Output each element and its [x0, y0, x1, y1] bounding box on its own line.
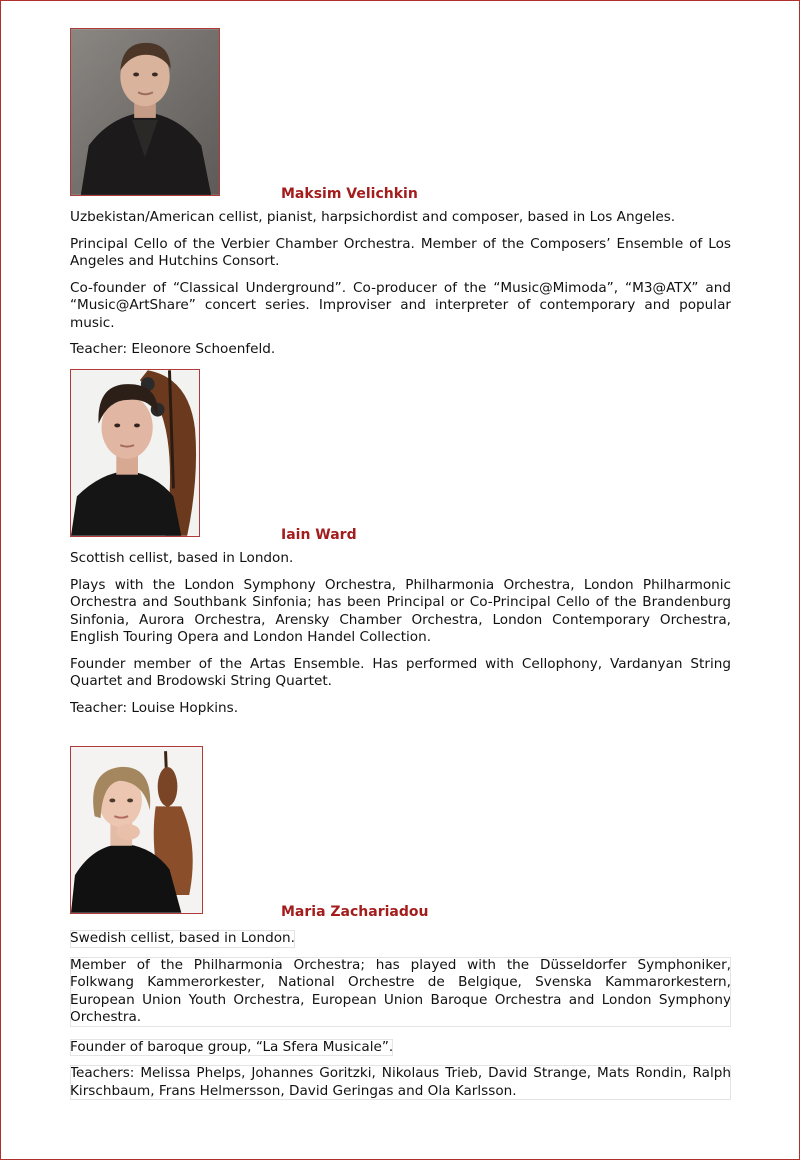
bio-paragraph: Principal Cello of the Verbier Chamber Orchestra. Member of the Composers’ Ensemble of Los Angeles and Hutchins Consort. [70, 235, 731, 269]
bio-paragraph: Founder member of the Artas Ensemble. Has performed with Cellophony, Vardanyan String Quartet and Brodowski String Quartet. [70, 655, 731, 689]
biography [70, 209, 731, 359]
profile-header [70, 28, 731, 202]
performer-name: Iain Ward [281, 527, 357, 543]
portrait-photo [70, 746, 203, 914]
profile-iain-ward [70, 369, 731, 726]
bio-paragraph: Co-founder of “Classical Underground”. Co-producer of the “Music@Mimoda”, “M3@ATX” and “Music@ArtShare” concert series. Improviser and interpreter of contemporary and popular music. [70, 279, 731, 331]
profile-maksim-velichkin [70, 28, 731, 368]
profile-header [70, 746, 731, 920]
portrait-photo [70, 28, 220, 196]
profile-maria-zachariadou [70, 746, 731, 1109]
profile-header [70, 369, 731, 543]
biography [70, 550, 731, 717]
bio-paragraph: Teacher: Louise Hopkins. [70, 699, 239, 716]
bio-paragraph: Scottish cellist, based in London. [70, 550, 294, 566]
bio-paragraph: Plays with the London Symphony Orchestra, Philharmonia Orchestra, London Philharmonic Orchestra and Southbank Sinfonia; has been Principal or Co-Principal Cello of the Brandenburg Sinfonia, Aurora Orchestra, Arensky Chamber Orchestra, London Contemporary Orchestra, English Touring Opera and London Handel Collection. [70, 576, 731, 645]
bio-paragraph: Teachers: Melissa Phelps, Johannes Goritzki, Nikolaus Trieb, David Strange, Mats Rondin, Ralph Kirschbaum, Frans Helmersson, David Geringas and Ola Karlsson. [70, 1065, 731, 1099]
bio-paragraph: Uzbekistan/American cellist, pianist, harpsichordist and composer, based in Los Angeles. [70, 209, 676, 225]
portrait-woman-with-cello-icon [71, 747, 202, 913]
portrait-man-dark-jacket-icon [71, 29, 219, 195]
bio-paragraph: Teacher: Eleonore Schoenfeld. [70, 341, 276, 357]
bio-paragraph: Member of the Philharmonia Orchestra; has played with the Düsseldorfer Symphoniker, Folkwang Kammerorkester, National Orchestre de Belgique, Svenska Kammarorkestern, European Union Youth Orchestra, European Union Baroque Orchestra and London Symphony Orchestra. [70, 956, 731, 1025]
biography [70, 927, 731, 1100]
bio-paragraph: Swedish cellist, based in London. [70, 930, 295, 946]
performer-name: Maria Zachariadou [281, 904, 429, 920]
portrait-photo [70, 369, 200, 537]
performer-name: Maksim Velichkin [281, 186, 418, 202]
portrait-man-with-cello-icon [71, 370, 199, 536]
bio-paragraph: Founder of baroque group, “La Sfera Musicale”. [70, 1038, 394, 1055]
